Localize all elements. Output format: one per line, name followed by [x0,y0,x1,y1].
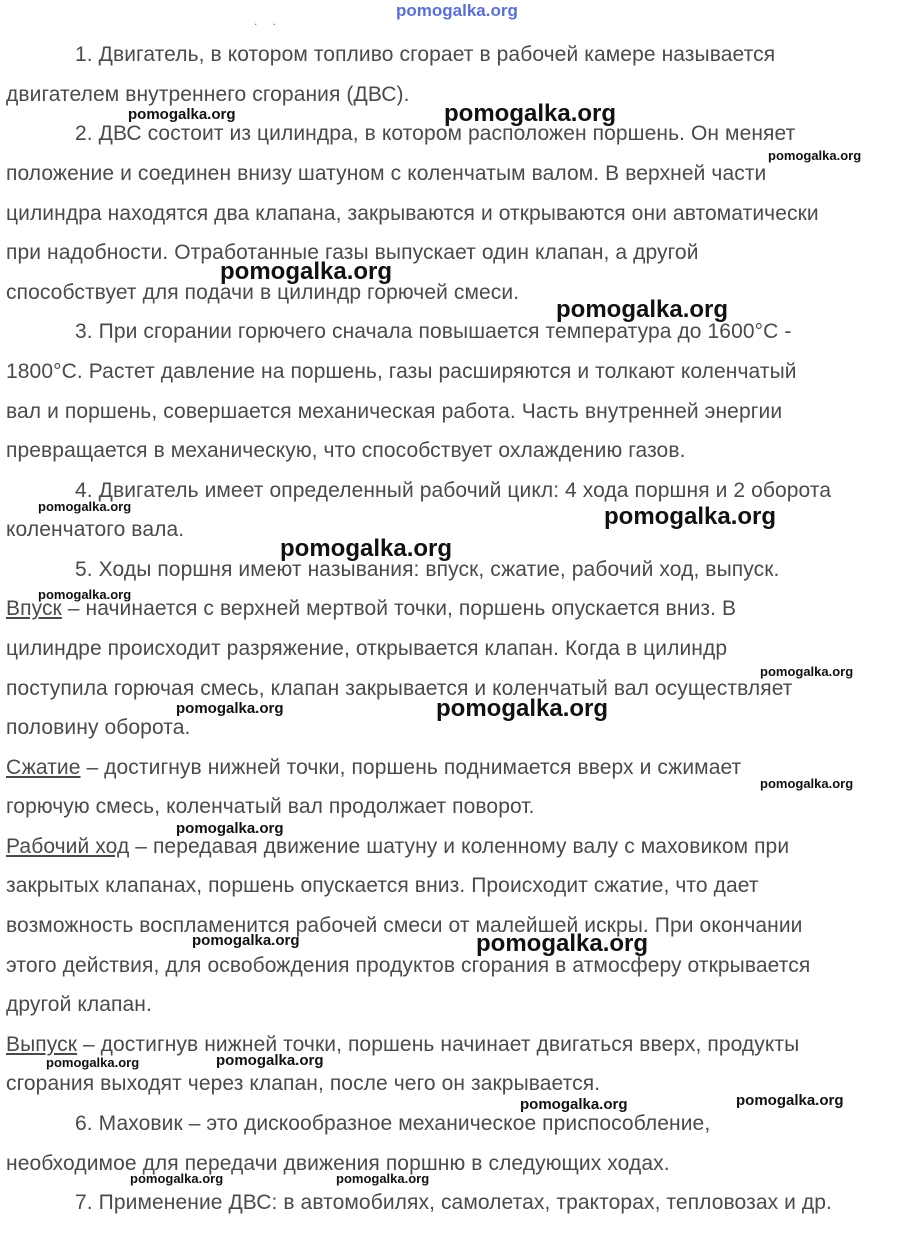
watermark: pomogalka.org [38,499,132,514]
term-compression: Сжатие [6,756,81,779]
watermark: pomogalka.org [176,820,284,837]
watermark: pomogalka.org [760,664,854,679]
text-line: положение и соединен внизу шатуном с коленчатым валом. В верхней части [6,162,767,185]
text-line: 7. Применение ДВС: в автомобилях, самолетах, тракторах, тепловозах и др. [75,1191,832,1214]
text-line: другой клапан. [6,993,152,1016]
watermark: pomogalka.org [336,1171,430,1186]
text-line: 6. Маховик – это дискообразное механическое приспособление, [75,1112,711,1135]
text-line: коленчатого вала. [6,518,185,541]
watermark: pomogalka.org [220,258,393,285]
watermark: pomogalka.org [436,695,609,722]
watermark: pomogalka.org [476,930,649,957]
watermark: pomogalka.org [176,700,284,717]
watermark: pomogalka.org [192,932,300,949]
term-intake: Впуск [6,597,62,620]
text-line: этого действия, для освобождения продуктов сгорания в атмосферу открывается [6,954,811,977]
text-line [6,834,789,860]
term-exhaust: Выпуск [6,1033,78,1056]
text-line: двигателем внутреннего сгорания (ДВС). [6,83,410,106]
text-line: горючую смесь, коленчатый вал продолжает поворот. [6,795,535,818]
text-line: цилиндре происходит разряжение, открывается клапан. Когда в цилиндр [6,637,728,660]
watermark: pomogalka.org [768,148,862,163]
text-line: при надобности. Отработанные газы выпускает один клапан, а другой [6,241,699,264]
text-line: 3. При сгорании горючего сначала повышается температура до 1600°С - [75,320,792,343]
term-definition: – начинается с верхней мертвой точки, поршень опускается вниз. В [61,597,737,620]
text-line: вал и поршень, совершается механическая работа. Часть внутренней энергии [6,400,783,423]
watermark: pomogalka.org [216,1052,324,1069]
header-watermark: pomogalka.org [396,1,518,20]
watermark: pomogalka.org [38,587,132,602]
text-line [6,755,741,781]
watermark: pomogalka.org [736,1092,844,1109]
text-line: способствует для подачи в цилиндр горючей смеси. [6,281,520,304]
text-line: возможность воспламенится рабочей смеси от малейшей искры. При окончании [6,914,803,937]
term-definition: – передавая движение шатуну и коленному валу с маховиком при [129,835,790,858]
text-line: закрытых клапанах, поршень опускается вниз. Происходит сжатие, что дает [6,874,759,897]
watermark: pomogalka.org [280,535,453,562]
term-definition: – достигнув нижней точки, поршень начинает двигаться вверх, продукты [77,1033,800,1056]
watermark: pomogalka.org [604,503,777,530]
text-line: 2. ДВС состоит из цилиндра, в котором расположен поршень. Он меняет [75,122,796,145]
watermark: pomogalka.org [444,100,617,127]
text-line: половину оборота. [6,716,191,739]
watermark: pomogalka.org [130,1171,224,1186]
header-dots: . . [254,14,283,28]
text-line: необходимое для передачи движения поршню в следующих ходах. [6,1152,670,1175]
text-line: поступила горючая смесь, клапан закрывается и коленчатый вал осуществляет [6,677,793,700]
text-line: превращается в механическую, что способствует охлаждению газов. [6,439,686,462]
watermark: pomogalka.org [556,296,729,323]
term-power-stroke: Рабочий ход [6,835,130,858]
text-line: цилиндра находятся два клапана, закрываются и открываются они автоматически [6,202,819,225]
term-definition: – достигнув нижней точки, поршень поднимается вверх и сжимает [80,756,742,779]
text-line: 4. Двигатель имеет определенный рабочий цикл: 4 хода поршня и 2 оборота [75,479,832,502]
text-line: 5. Ходы поршня имеют называния: впуск, сжатие, рабочий ход, выпуск. [75,558,780,581]
text-line: 1. Двигатель, в котором топливо сгорает в рабочей камере называется [75,43,776,66]
watermark: pomogalka.org [520,1096,628,1113]
watermark: pomogalka.org [46,1055,140,1070]
text-line: 1800°С. Растет давление на поршень, газы расширяются и толкают коленчатый [6,360,797,383]
watermark: pomogalka.org [760,776,854,791]
watermark: pomogalka.org [128,106,236,123]
text-line: сгорания выходят через клапан, после чего он закрывается. [6,1072,601,1095]
